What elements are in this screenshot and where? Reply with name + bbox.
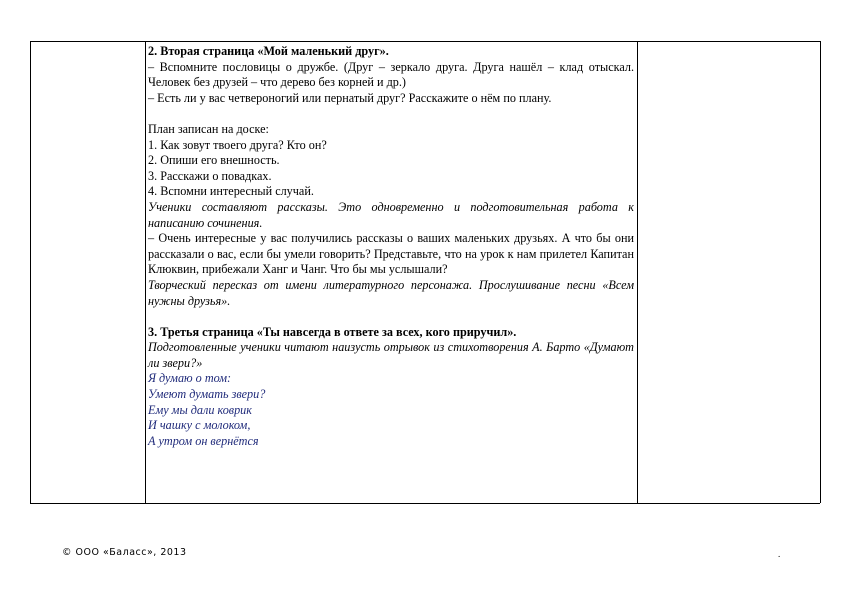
paragraph-students-activity: Ученики составляют рассказы. Это одновременно и подготовительная работа к написанию сочинения.	[148, 199, 634, 230]
column-divider-2	[637, 41, 638, 503]
table-right-border	[820, 41, 821, 503]
section-heading-2: 2. Вторая страница «Мой маленький друг».	[148, 44, 389, 58]
lesson-content-cell	[148, 44, 634, 449]
poem-line: И чашку с молоком,	[148, 418, 251, 433]
poem-line: Ему мы дали коврик	[148, 402, 252, 417]
footer-copyright: © ООО «Баласс», 2013	[62, 547, 187, 558]
plan-item: 4. Вспомни интересный случай.	[148, 184, 314, 199]
paragraph-retelling: Творческий пересказ от имени литературного персонажа. Прослушивание песни «Всем нужны друзья».	[148, 277, 634, 308]
plan-item: 1. Как зовут твоего друга? Кто он?	[148, 137, 327, 152]
section-heading-3: 3. Третья страница «Ты навсегда в ответе за всех, кого приручил».	[148, 324, 517, 339]
column-divider-1	[145, 41, 146, 503]
paragraph-proverbs: – Вспомните пословицы о дружбе. (Друг – зеркало друга. Друга нашёл – клад отыскал. Человек без друзей – что дерево без корней и др.)	[148, 59, 634, 90]
paragraph-stories: – Очень интересные у вас получились рассказы о ваших маленьких друзьях. А что бы они рассказали о вас, если бы умели говорить? Представьте, что на урок к нам прилетел Капитан Клюквин, прибежали Ханг и Чанг. Что бы мы услышали?	[148, 231, 634, 277]
spacer	[148, 106, 634, 122]
paragraph-question: – Есть ли у вас четвероногий или пернатый друг? Расскажите о нём по плану.	[148, 90, 552, 105]
plan-item: 2. Опиши его внешность.	[148, 153, 280, 168]
table-bottom-border	[30, 503, 820, 504]
poem-line: Умеют думать звери?	[148, 387, 266, 402]
table-left-border	[30, 41, 31, 503]
plan-item: 3. Расскажи о повадках.	[148, 168, 272, 183]
paragraph-poem-intro: Подготовленные ученики читают наизусть отрывок из стихотворения А. Барто «Думают ли звери?»	[148, 340, 634, 370]
poem-line: Я думаю о том:	[148, 371, 232, 386]
footer-dot: .	[778, 549, 781, 559]
table-top-border	[30, 41, 820, 42]
poem-line: А утром он вернётся	[148, 433, 259, 448]
spacer	[148, 309, 634, 325]
plan-title: План записан на доске:	[148, 121, 269, 136]
